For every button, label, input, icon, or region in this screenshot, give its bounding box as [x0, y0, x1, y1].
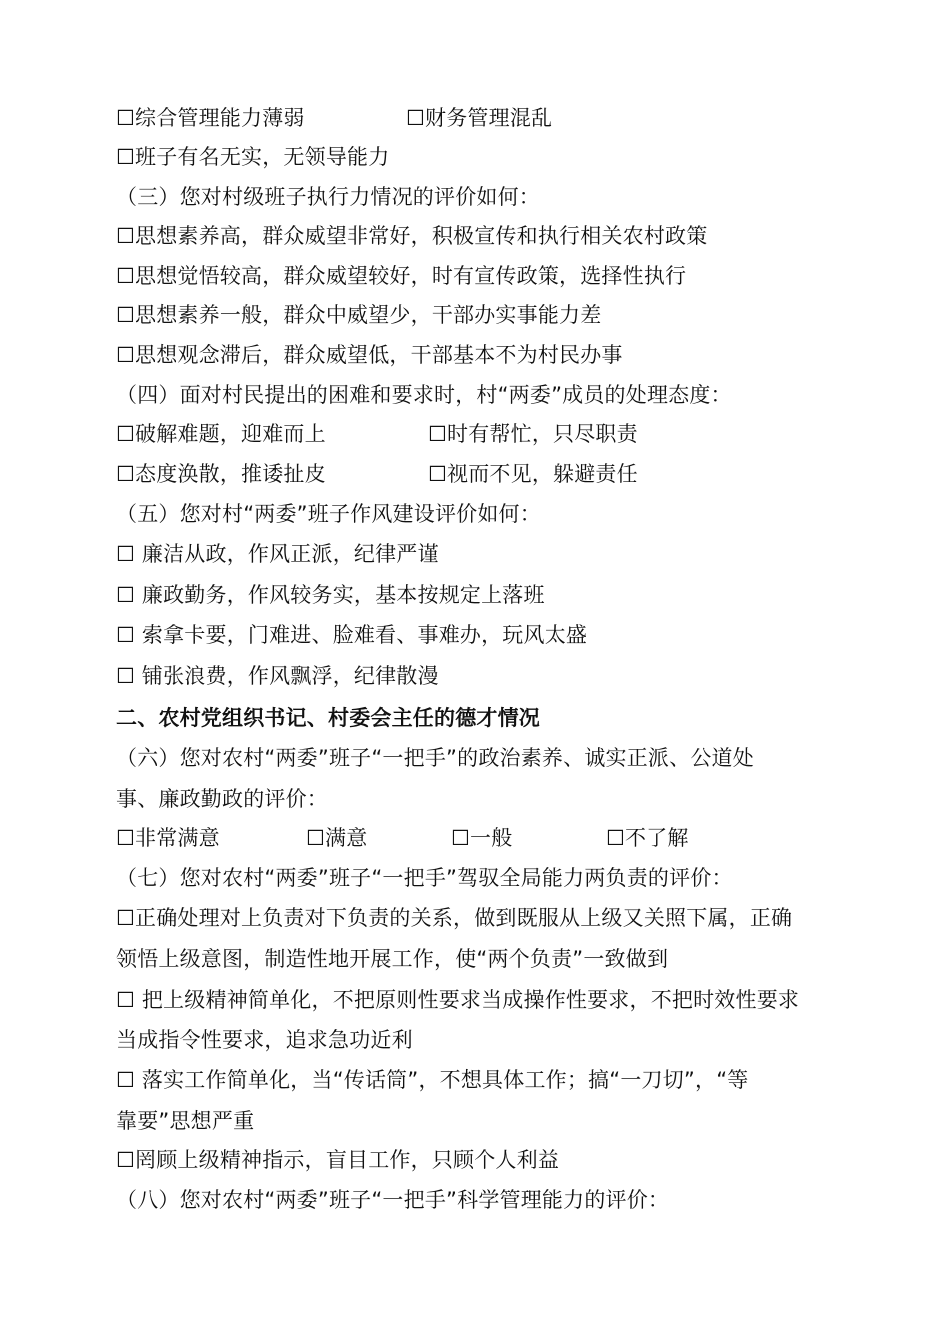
checkbox-option[interactable]: ☐ 落实工作简单化，当“传话筒”，不想具体工作；搞“一刀切”，“等: [116, 1068, 749, 1092]
option-text-continued: 领悟上级意图，制造性地开展工作，使“两个负责”一致做到: [116, 947, 669, 971]
question-heading: （三）您对村级班子执行力情况的评价如何：: [116, 185, 540, 209]
option-text-continued: 靠要”思想严重: [116, 1109, 255, 1133]
checkbox-option[interactable]: ☐正确处理对上负责对下负责的关系，做到既服从上级又关照下属，正确: [116, 906, 793, 930]
question-heading: （五）您对村“两委”班子作风建设评价如何：: [116, 502, 541, 526]
checkbox-option[interactable]: ☐满意: [306, 826, 368, 850]
checkbox-option[interactable]: ☐罔顾上级精神指示，盲目工作，只顾个人利益: [116, 1148, 560, 1172]
checkbox-option[interactable]: ☐财务管理混乱: [406, 106, 553, 130]
checkbox-option[interactable]: ☐思想素养高，群众威望非常好，积极宣传和执行相关农村政策: [116, 224, 708, 248]
checkbox-option[interactable]: ☐ 把上级精神简单化，不把原则性要求当成操作性要求，不把时效性要求: [116, 988, 800, 1012]
checkbox-option[interactable]: ☐ 廉政勤务，作风较务实，基本按规定上落班: [116, 583, 545, 607]
checkbox-option[interactable]: ☐时有帮忙，只尽职责: [428, 422, 638, 446]
checkbox-option[interactable]: ☐视而不见，躲避责任: [428, 462, 638, 486]
checkbox-option[interactable]: ☐ 索拿卡要，门难进、脸难看、事难办，玩风太盛: [116, 623, 588, 647]
checkbox-option[interactable]: ☐态度涣散，推诿扯皮: [116, 462, 326, 486]
question-heading: （四）面对村民提出的困难和要求时，村“两委”成员的处理态度：: [116, 383, 732, 407]
checkbox-option[interactable]: ☐思想观念滞后，群众威望低，干部基本不为村民办事: [116, 343, 623, 367]
question-heading: （六）您对农村“两委”班子“一把手”的政治素养、诚实正派、公道处: [116, 746, 754, 770]
checkbox-option[interactable]: ☐不了解: [606, 826, 689, 850]
checkbox-option[interactable]: ☐思想觉悟较高，群众威望较好，时有宣传政策，选择性执行: [116, 264, 687, 288]
checkbox-option[interactable]: ☐破解难题，迎难而上: [116, 422, 326, 446]
option-text-continued: 当成指令性要求，追求急功近利: [116, 1028, 413, 1052]
checkbox-option[interactable]: ☐班子有名无实，无领导能力: [116, 145, 390, 169]
checkbox-option[interactable]: ☐思想素养一般，群众中威望少，干部办实事能力差: [116, 303, 602, 327]
section-heading: 二、农村党组织书记、村委会主任的德才情况: [116, 706, 540, 730]
checkbox-option[interactable]: ☐ 廉洁从政，作风正派，纪律严谨: [116, 542, 439, 566]
question-heading: （七）您对农村“两委”班子“一把手”驾驭全局能力两负责的评价：: [116, 866, 733, 890]
question-heading: （八）您对农村“两委”班子“一把手”科学管理能力的评价：: [116, 1188, 670, 1212]
question-heading-continued: 事、廉政勤政的评价：: [116, 787, 328, 811]
checkbox-option[interactable]: ☐非常满意: [116, 826, 220, 850]
checkbox-option[interactable]: ☐综合管理能力薄弱: [116, 106, 305, 130]
checkbox-option[interactable]: ☐一般: [451, 826, 513, 850]
checkbox-option[interactable]: ☐ 铺张浪费，作风飘浮，纪律散漫: [116, 664, 439, 688]
